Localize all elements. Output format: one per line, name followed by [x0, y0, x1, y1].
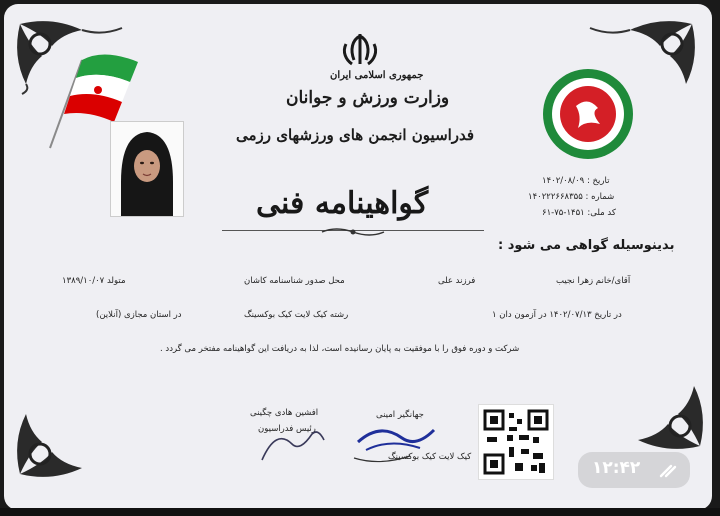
exam-date: در تاریخ ۱۴۰۲/۰۷/۱۳ در آزمون دان ۱	[492, 310, 622, 320]
recipient-name: آقای/خانم زهرا نجیب	[556, 276, 631, 286]
certificate	[4, 4, 712, 510]
date-field: تاریخ : ۱۴۰۲/۰۸/۰۹	[542, 176, 610, 186]
province: در استان مجازی (آنلاین)	[96, 310, 182, 320]
federation-logo-icon	[540, 66, 636, 162]
federation-label: فدراسیون انجمن های ورزشهای رزمی	[236, 126, 475, 144]
timestamp-overlay	[578, 452, 690, 488]
signature-right-icon	[350, 408, 442, 468]
corner-ornament-bottom-left	[12, 402, 132, 482]
signatory-left-title: رئیس فدراسیون	[258, 424, 316, 434]
birthplace: محل صدور شناسنامه کاشان	[244, 276, 345, 286]
corner-ornament-bottom-right	[588, 374, 708, 454]
certificate-title: گواهینامه فنی	[256, 186, 429, 221]
completion-text: شرکت و دوره فوق را با موفقیت به پایان رسانیده است، لذا به دریافت این گواهینامه مفتخر می گردد .	[160, 344, 520, 354]
bottom-edge	[0, 508, 720, 516]
republic-label: جمهوری اسلامی ایران	[330, 70, 424, 81]
qr-code-icon[interactable]	[478, 404, 554, 480]
edit-icon[interactable]	[658, 461, 678, 479]
signatory-left-name: افشین هادی چگینی	[250, 408, 319, 418]
discipline: رشته کیک لایت کیک بوکسینگ	[244, 310, 349, 320]
iran-emblem-icon	[340, 32, 380, 68]
divider-ornament-icon	[320, 226, 386, 238]
intro-text: بدینوسیله گواهی می شود :	[498, 238, 675, 253]
signatory-right-title: کیک لایت کیک بوکسینگ	[388, 452, 472, 462]
number-field: شماره : ۱۴۰۲۲۲۶۶۸۳۵۵	[528, 192, 615, 202]
student-photo	[110, 121, 184, 217]
father-name: فرزند علی	[438, 276, 476, 286]
timestamp-text: ۱۲:۴۲	[592, 458, 641, 478]
national-code-field: کد ملی: ۱۴۵۱-۷۵-۶۱	[542, 208, 616, 218]
birth-date: متولد ۱۳۸۹/۱۰/۰۷	[62, 276, 126, 286]
signature-left-icon	[256, 422, 330, 466]
signatory-right-name: جهانگیر امینی	[376, 410, 424, 420]
ministry-label: وزارت ورزش و جوانان	[286, 88, 450, 108]
